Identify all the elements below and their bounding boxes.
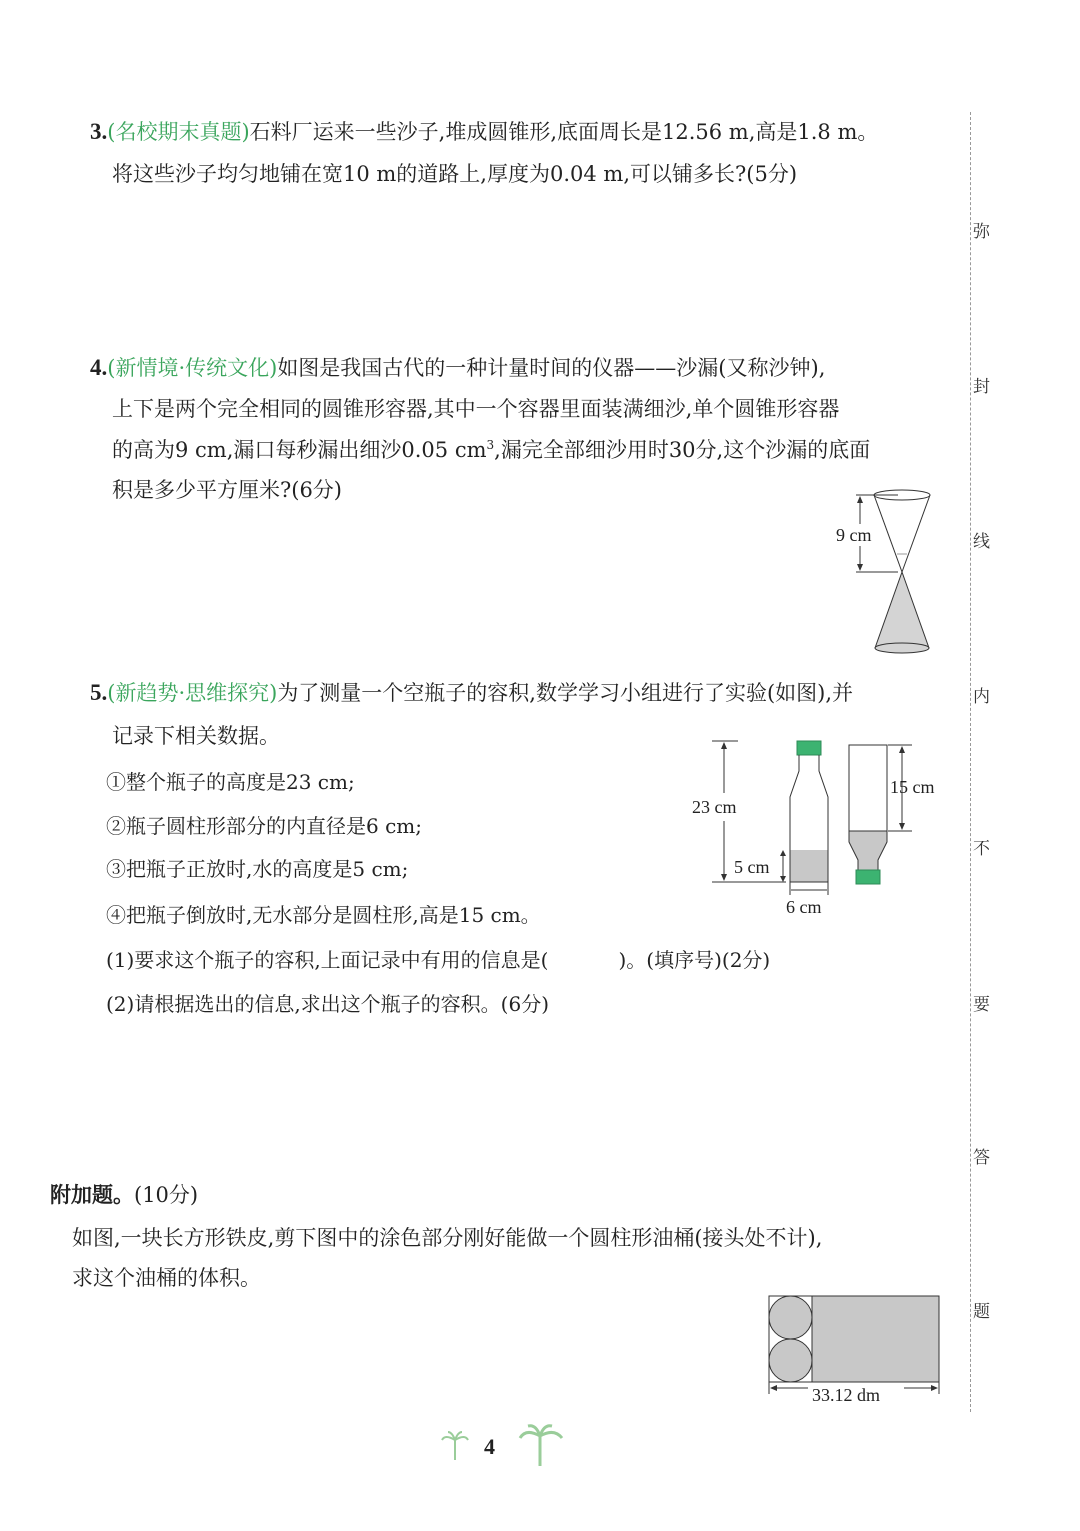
margin-char-6: 要 (973, 995, 990, 1015)
bottle1-cap (797, 741, 821, 755)
q5-text-1: 为了测量一个空瓶子的容积,数学学习小组进行了实验(如图),并 (277, 681, 854, 705)
margin-char-8: 题 (973, 1302, 990, 1322)
q5-item-2: ②瓶子圆柱形部分的内直径是6 cm; (106, 814, 422, 838)
q5-number: 5. (90, 680, 108, 705)
sheet-figure (760, 1290, 950, 1410)
dim-5-arrow-up (780, 850, 786, 856)
q5-item-4: ④把瓶子倒放时,无水部分是圆柱形,高是15 cm。 (106, 903, 541, 927)
margin-char-7: 答 (973, 1148, 990, 1168)
hourglass-top-right (902, 495, 930, 572)
q4-number: 4. (90, 355, 108, 380)
q4-text-3a: 的高为9 cm,漏口每秒漏出细沙0.05 cm (112, 438, 487, 462)
q5-part1-text: (1)要求这个瓶子的容积,上面记录中有用的信息是( (106, 948, 549, 972)
q5-line1 (90, 677, 853, 707)
hourglass-bottom-rim (875, 643, 929, 653)
q3-number: 3. (90, 119, 108, 144)
margin-char-2: 封 (973, 377, 990, 397)
q5-part2: (2)请根据选出的信息,求出这个瓶子的容积。(6分) (106, 992, 550, 1016)
footer-decoration (440, 1424, 570, 1474)
hourglass-arrowhead-up (857, 496, 863, 503)
hourglass-top-left (874, 495, 902, 572)
margin-char-4: 内 (973, 687, 990, 707)
hourglass-height-label: 9 cm (836, 525, 872, 545)
bottle2-body-outline (849, 745, 887, 831)
bottle2-cap (856, 870, 880, 884)
hourglass-figure (820, 488, 940, 658)
q5-line2: 记录下相关数据。 (112, 724, 280, 748)
bonus-heading (50, 1179, 198, 1209)
palm-icon-left (442, 1432, 468, 1460)
q4-superscript: 3 (486, 438, 495, 452)
margin-char-5: 不 (973, 839, 990, 859)
bonus-title: 附加题。 (50, 1183, 134, 1207)
q3-line1 (90, 116, 878, 146)
q5-tag: (新趋势·思维探究) (107, 681, 278, 705)
sheet-circle-top (769, 1296, 812, 1339)
q4-line3 (112, 434, 870, 464)
q3-text-1: 石料厂运来一些沙子,堆成圆锥形,底面周长是12.56 m,高是1.8 m。 (249, 120, 879, 144)
bottle1-water (790, 850, 828, 882)
sheet-shaded-rect (812, 1296, 939, 1382)
bonus-line1: 如图,一块长方形铁皮,剪下图中的涂色部分刚好能做一个圆柱形油桶(接头处不计), (72, 1226, 823, 1250)
q3-line2: 将这些沙子均匀地铺在宽10 m的道路上,厚度为0.04 m,可以铺多长?(5分) (112, 162, 798, 186)
dim-15-arrow-up (899, 746, 905, 753)
sheet-length-label: 33.12 dm (812, 1385, 881, 1405)
bonus-line2: 求这个油桶的体积。 (72, 1266, 261, 1290)
q5-item-3: ③把瓶子正放时,水的高度是5 cm; (106, 857, 409, 881)
hourglass-arrowhead-down (857, 564, 863, 571)
page-number: 4 (484, 1434, 495, 1459)
q4-line4: 积是多少平方厘米?(6分) (112, 478, 343, 502)
bottles-figure (686, 735, 956, 925)
bottle2-water (849, 831, 887, 870)
q4-text-1: 如图是我国古代的一种计量时间的仪器——沙漏(又称沙钟), (277, 356, 826, 380)
sheet-arrow-left (770, 1385, 777, 1391)
q4-line1 (90, 352, 825, 382)
q3-tag: (名校期末真题) (107, 120, 250, 144)
q4-tag: (新情境·传统文化) (107, 356, 278, 380)
dim-15-arrow-down (899, 823, 905, 830)
dim-5-arrow-down (780, 876, 786, 882)
binding-line (970, 112, 971, 1412)
diameter-label: 6 cm (786, 897, 822, 917)
water-height-label: 5 cm (734, 857, 770, 877)
sheet-circle-bottom (769, 1339, 812, 1382)
bottle-height-label: 23 cm (692, 797, 737, 817)
q5-item-1: ①整个瓶子的高度是23 cm; (106, 770, 355, 794)
margin-char-3: 线 (973, 532, 990, 552)
bonus-points: (10分) (134, 1183, 199, 1207)
margin-char-1: 弥 (973, 222, 990, 242)
empty-height-label: 15 cm (890, 777, 935, 797)
bottle2-empty-part (849, 745, 887, 831)
q5-part1 (106, 944, 770, 973)
q5-part1-suffix: )。(填序号)(2分) (618, 948, 771, 972)
dim-23-arrow-up (721, 742, 727, 749)
sheet-arrow-right (931, 1385, 938, 1391)
q4-line2: 上下是两个完全相同的圆锥形容器,其中一个容器里面装满细沙,单个圆锥形容器 (112, 397, 840, 421)
q4-text-3b: ,漏完全部细沙用时30分,这个沙漏的底面 (494, 438, 871, 462)
palm-icon-right (520, 1426, 562, 1466)
dim-23-arrow-down (721, 874, 727, 881)
hourglass-sand-bottom (875, 572, 929, 648)
